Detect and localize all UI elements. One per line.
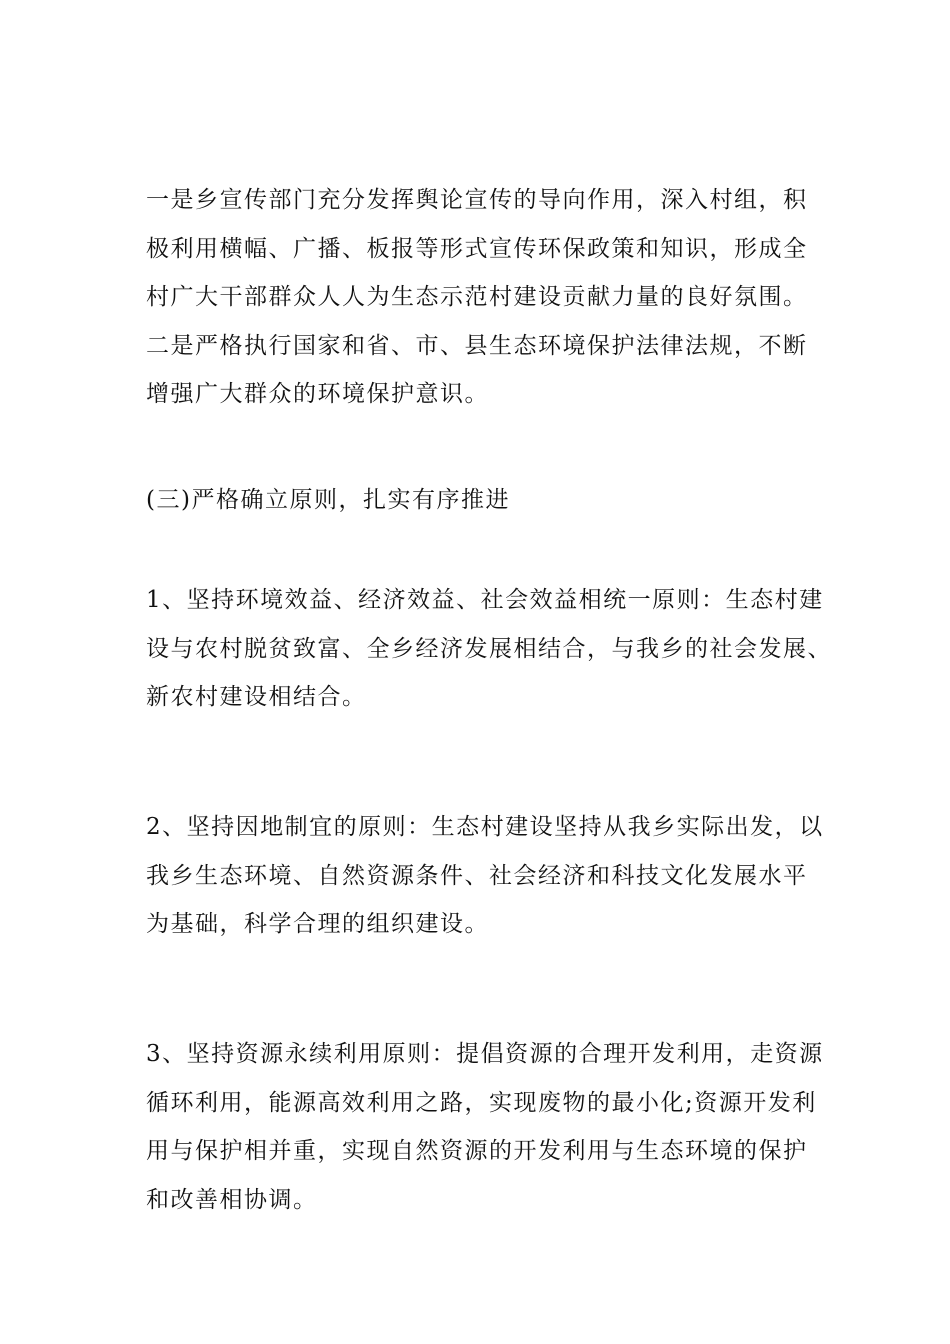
principle-item-1 [146, 576, 836, 722]
principle-item-3 [146, 1030, 836, 1224]
paragraph-line: 二是严格执行国家和省、市、县生态环境保护法律法规，不断 [146, 332, 808, 359]
paragraph-line: 新农村建设相结合。 [146, 684, 367, 710]
section-heading-text: (三)严格确立原则，扎实有序推进 [146, 487, 510, 513]
section-heading [146, 476, 836, 525]
paragraph-line: 3、坚持资源永续利用原则：提倡资源的合理开发利用，走资源 [146, 1041, 824, 1067]
paragraph-line: 2、坚持因地制宜的原则：生态村建设坚持从我乡实际出发，以 [146, 814, 824, 840]
principle-item-2 [146, 803, 836, 949]
paragraph-line: 一是乡宣传部门充分发挥舆论宣传的导向作用，深入村组，积 [146, 187, 808, 213]
paragraph-line: 为基础，科学合理的组织建设。 [146, 911, 489, 937]
paragraph-line: 我乡生态环境、自然资源条件、社会经济和科技文化发展水平 [146, 862, 808, 889]
body-paragraph [146, 176, 836, 419]
paragraph-line: 用与保护相并重，实现自然资源的开发利用与生态环境的保护 [146, 1138, 808, 1164]
paragraph-line: 设与农村脱贫致富、全乡经济发展相结合，与我乡的社会发展、 [146, 635, 832, 662]
paragraph-line: 和改善相协调。 [146, 1186, 318, 1213]
paragraph-line: 极利用横幅、广播、板报等形式宣传环保政策和知识，形成全 [146, 235, 808, 262]
paragraph-line: 村广大干部群众人人为生态示范村建设贡献力量的良好氛围。 [146, 284, 808, 310]
paragraph-line: 循环利用，能源高效利用之路，实现废物的最小化;资源开发利 [146, 1089, 817, 1116]
paragraph-line: 1、坚持环境效益、经济效益、社会效益相统一原则：生态村建 [146, 587, 824, 613]
paragraph-line: 增强广大群众的环境保护意识。 [146, 381, 489, 407]
